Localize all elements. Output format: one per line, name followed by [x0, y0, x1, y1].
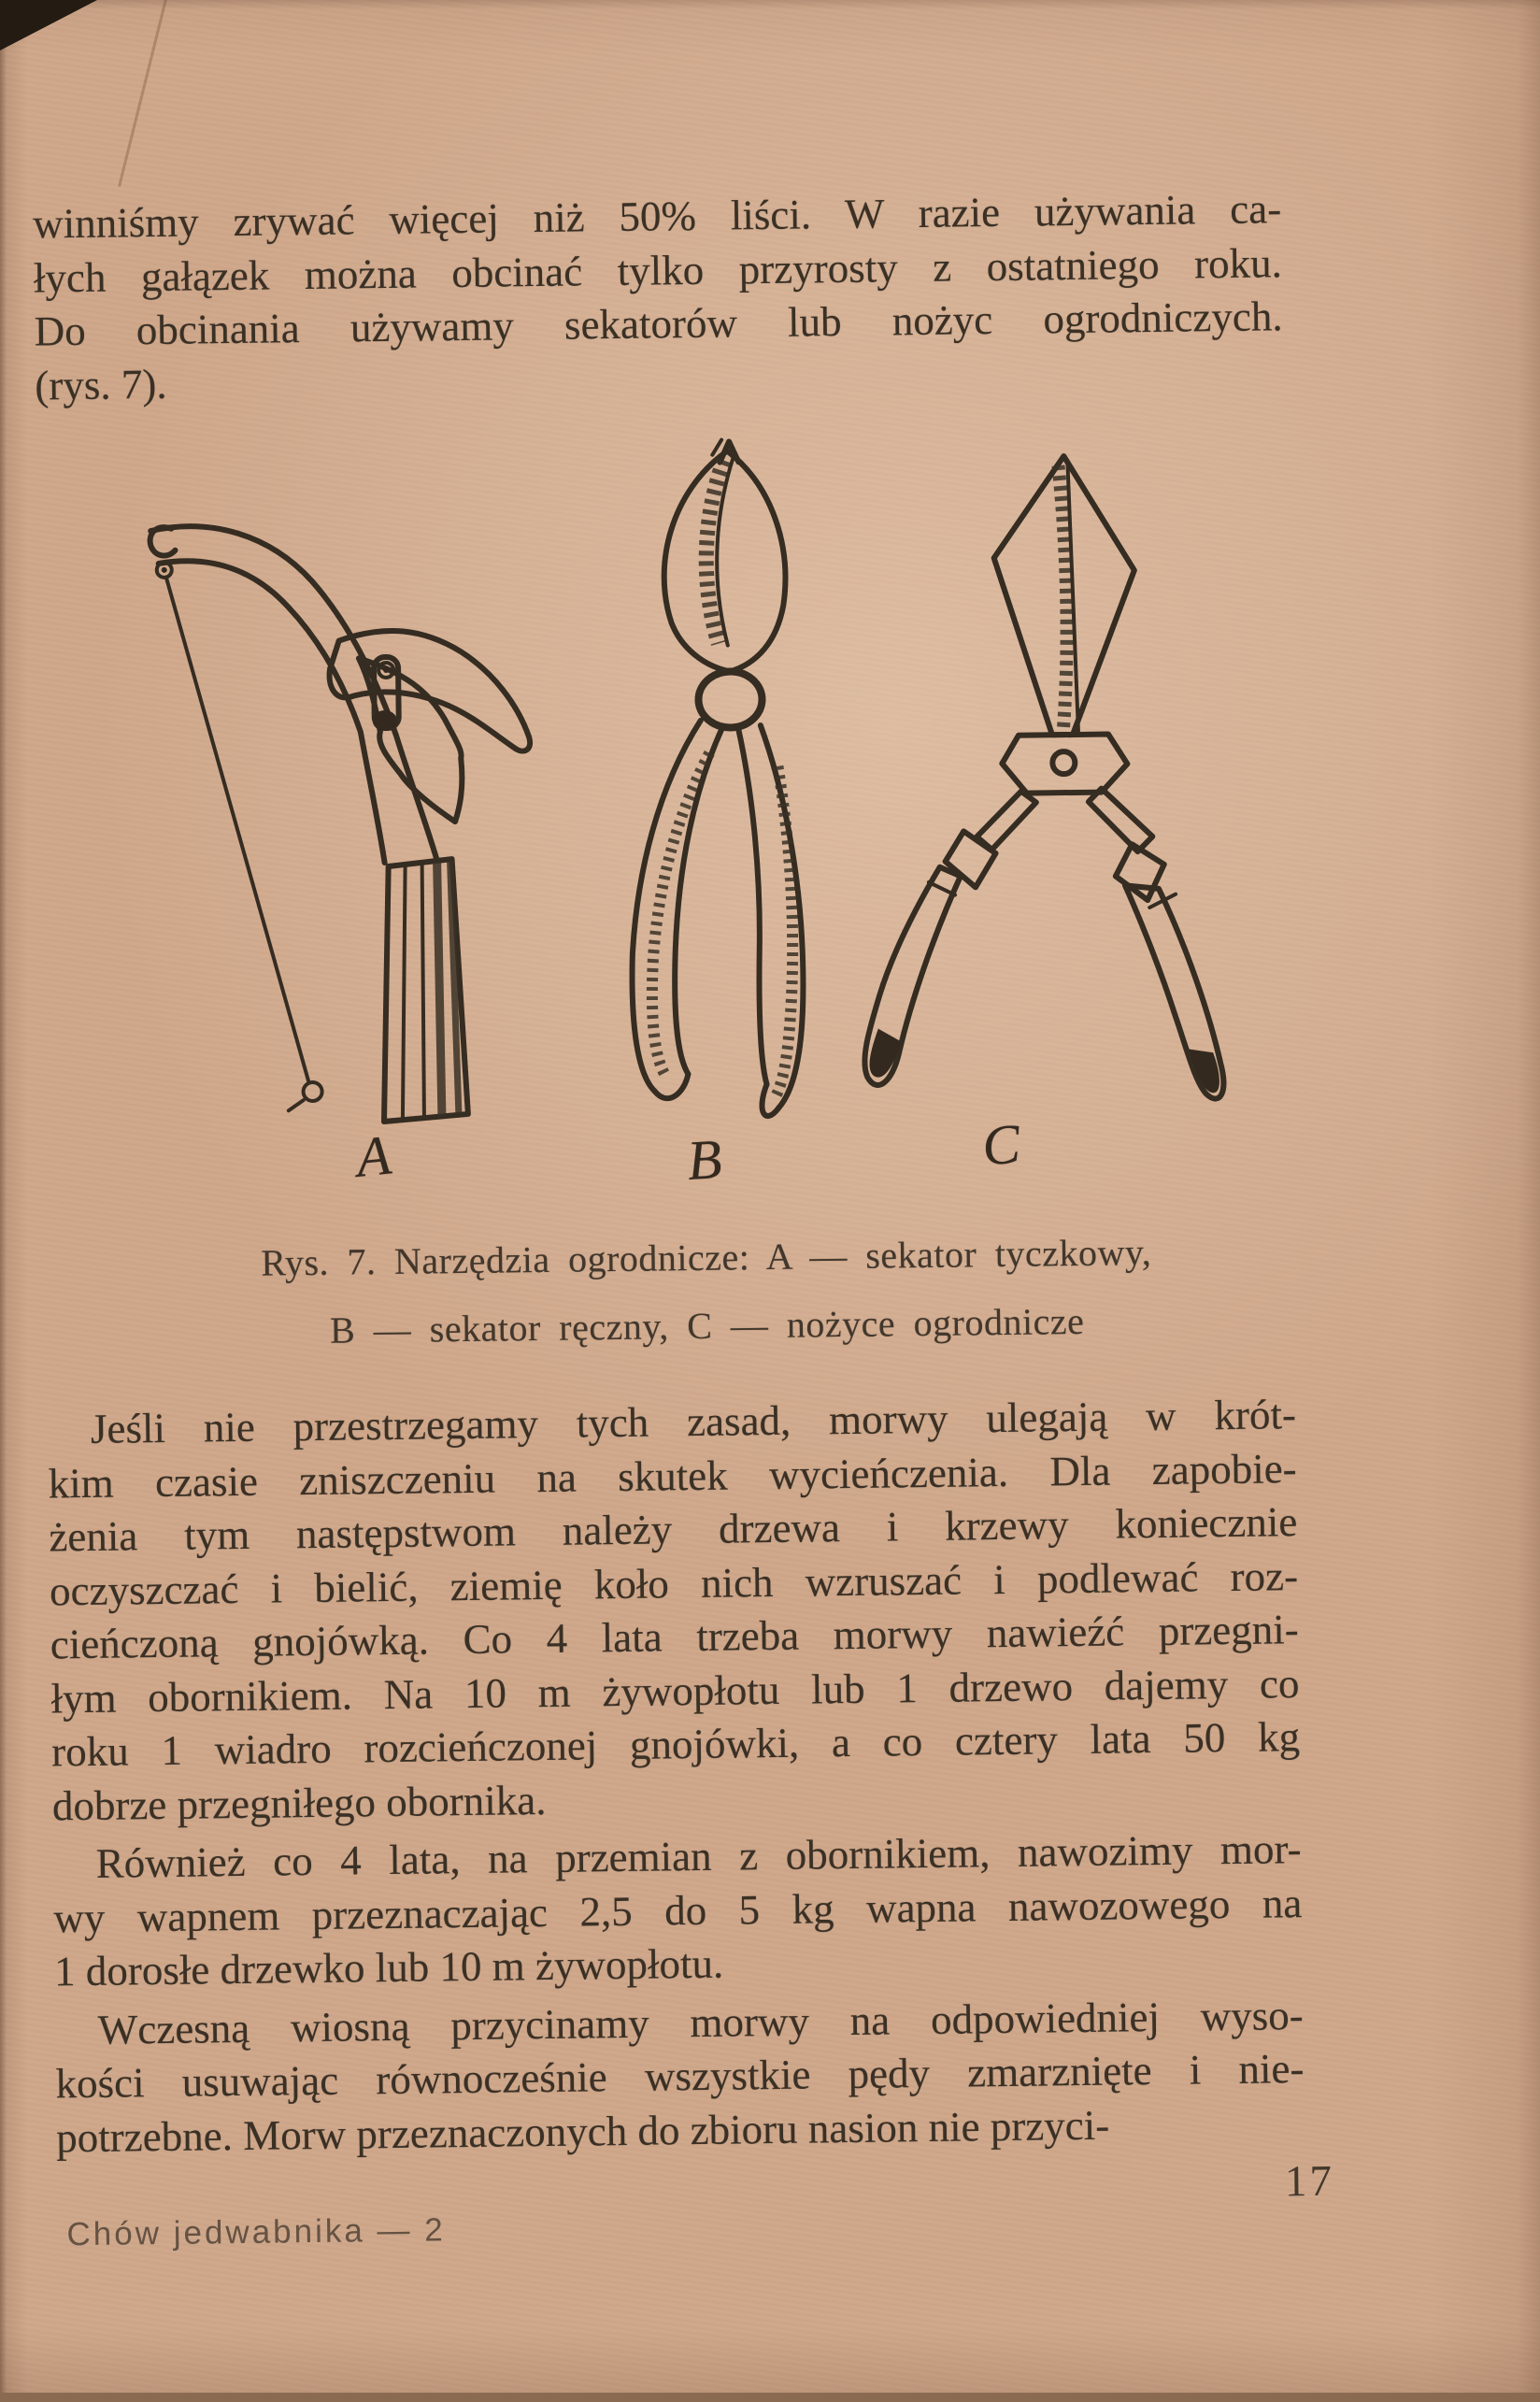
text-line: roku 1 wiadro rozcieńczonej gnojówki, a co cztery lata 50 kg [50, 1713, 1301, 1776]
hedge-shears-drawing [857, 454, 1223, 1103]
hand-pruner-drawing [625, 439, 805, 1118]
text-line: Również co 4 lata, na przemian z obornikiem, nawozimy mor- [95, 1825, 1302, 1887]
paragraph [48, 1388, 1302, 1833]
text-line: łym obornikiem. Na 10 m żywopłotu lub 1 drzewo dajemy co [50, 1659, 1300, 1722]
text-line: łych gałązek można obcinać tylko przyrosty z ostatniego roku. [33, 238, 1283, 302]
text-line: winniśmy zrywać więcej niż 50% liści. W razie używania ca- [32, 185, 1282, 248]
caption-line: Rys. 7. Narzędzia ogrodnicze: A — sekator tyczkowy, [261, 1231, 1152, 1284]
text-line: wy wapnem przeznaczając 2,5 do 5 kg wapna nawozowego na [53, 1879, 1303, 1941]
figure-label-c: C [979, 1112, 1022, 1178]
page-number: 17 [1284, 2156, 1335, 2207]
figure-label-a: A [353, 1123, 394, 1189]
text-line: cieńczoną gnojówką. Co 4 lata trzeba morwy nawieźć przegni- [50, 1606, 1300, 1668]
paragraph [52, 1823, 1303, 1999]
figure-label-b: B [685, 1127, 724, 1192]
running-title: Chów jedwabnika — 2 [66, 2211, 446, 2253]
text-line: żenia tym następstwom należy drzewa i krzewy koniecznie [49, 1498, 1298, 1561]
body-text [48, 1388, 1305, 2165]
text-line: dobrze przegniłego obornika. [51, 1776, 547, 1829]
paragraph [54, 1989, 1305, 2166]
text-line: kości usuwając równocześnie wszystkie pędy zmarznięte i nie- [55, 2045, 1305, 2108]
text-line: potrzebne. Morw przeznaczonych do zbioru nasion nie przyci- [55, 2101, 1110, 2161]
figure-caption [84, 1216, 1329, 1367]
text-line: Wczesną wiosną przycinamy morwy na odpowiedniej wyso- [97, 1991, 1305, 2053]
garden-tools-illustration [103, 423, 1299, 1176]
text-line: (rys. 7). [35, 360, 167, 409]
text-line: 1 dorosłe drzewko lub 10 m żywopłotu. [53, 1939, 724, 1995]
text-line: kim czasie zniszczeniu na skutek wycieńczenia. Dla zapobie- [48, 1444, 1297, 1507]
pole-pruner-drawing [150, 522, 535, 1124]
caption-line: B — sekator ręczny, C — nożyce ogrodnicze [329, 1299, 1085, 1351]
text-line: oczyszczać i bielić, ziemię koło nich wzruszać i podlewać roz- [49, 1551, 1299, 1614]
intro-paragraph [33, 182, 1284, 412]
text-line: Jeśli nie przestrzegamy tych zasad, morwy ulegają w krót- [90, 1391, 1297, 1452]
text-line: Do obcinania używamy sekatorów lub nożyc ogrodniczych. [34, 293, 1283, 355]
